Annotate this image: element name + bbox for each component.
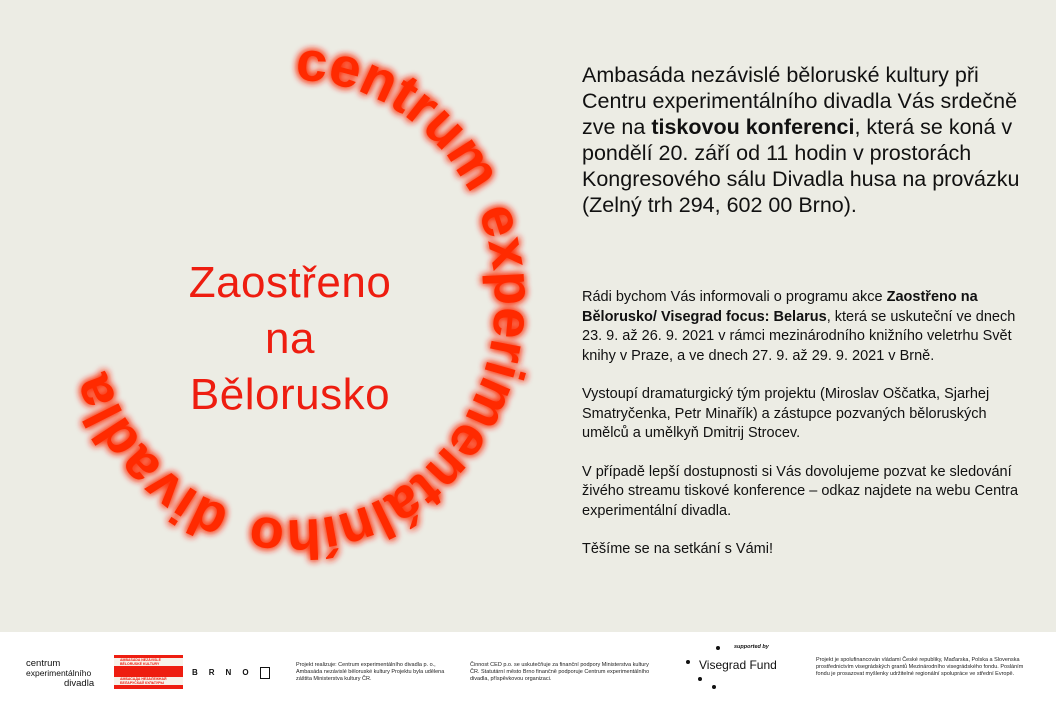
footer-fineprint-1: Projekt realizuje: Centrum experimentálního divadla p. o., Ambasáda nezávislé běloruské kultury Projektu byla udělena záštita Ministerstva kultury ČR.	[296, 662, 445, 682]
intro-text-2: , která se koná v pondělí 20. září od 11 hodin v prostorách Kongresového sálu Divadla husa na provázku (Zelný trh 294, 602 00 Brno).	[582, 115, 1020, 217]
vf-dot	[686, 660, 690, 664]
amb-logo-text-1: AMBASÁDA NEZÁVISLÉ	[120, 658, 161, 662]
event-title-line-1: Zaostřeno	[188, 258, 392, 307]
vf-supported-by: supported by	[734, 644, 769, 650]
intro-bold: tiskovou konferenci	[651, 115, 855, 139]
brno-logo-box	[260, 667, 270, 679]
vf-dot	[698, 677, 702, 681]
vf-dot	[716, 646, 720, 650]
visegrad-fund-logo	[684, 644, 794, 694]
invitation-body	[582, 288, 1032, 579]
ambasada-logo	[114, 655, 183, 689]
event-title-line-2: na	[265, 314, 315, 363]
footer-fineprint-3: Projekt je spolufinancován vládami České republiky, Maďarska, Polska a Slovenska prostřednictvím visegrádských grantů Mezinárodního visegrádského fondu. Posláním fondu je prosazovat myšlenky udržitelné regionální spolupráce ve střední Evropě.	[816, 657, 1024, 677]
ring-word-experimentalniho: experimentálního	[244, 195, 547, 572]
ced-logo-word-2: experimentálního	[26, 668, 92, 678]
brno-logo-text: BRNO	[192, 668, 260, 678]
body-paragraph-4: Těšíme se na setkání s Vámi!	[582, 541, 773, 557]
amb-logo-text-4: БЕЛАРУСКАЙ КУЛЬТУРЫ	[120, 681, 164, 685]
footer-fineprint-2: Činnost CED p.o. se uskutečňuje za finanční podpory Ministerstva kultury ČR. Statutární město Brno finančně podporuje Centrum experimentálního divadla, příspěvkovou organizaci.	[470, 662, 650, 682]
event-title	[140, 255, 440, 423]
ring-word-centrum: centrum	[293, 28, 515, 201]
body-paragraph-1	[582, 288, 1032, 366]
ced-logo-word-1: centrum	[26, 658, 61, 669]
ring-word-divadla: divadla	[57, 366, 236, 556]
ced-logo-word-3: divadla	[64, 678, 95, 689]
amb-logo-text-2: BĚLORUSKÉ KULTURY	[120, 662, 160, 666]
ced-logo	[26, 656, 106, 690]
invitation-intro	[582, 62, 1032, 218]
body-paragraph-2: Vystoupí dramaturgický tým projektu (Miroslav Oščatka, Sjarhej Smatryčenka, Petr Minařík) a zástupce pozvaných běloruských umělců a umělkyň Dmitrij Strocev.	[582, 386, 990, 441]
intro-text-1: Ambasáda nezávislé běloruské kultury při Centru experimentálního divadla Vás srdečně zve na	[582, 63, 1018, 139]
brno-logo	[192, 667, 270, 679]
p1-text-c: , která se uskuteční ve dnech 23. 9. až 26. 9. 2021 v rámci mezinárodního knižního veletrhu Svět knihy v Praze, a ve dnech 27. 9. až 29. 9. 2021 v Brně.	[582, 308, 1016, 364]
body-paragraph-3: V případě lepší dostupnosti si Vás dovolujeme pozvat ke sledování živého streamu tiskové konference – odkaz najdete na webu Centra experimentální divadla.	[582, 463, 1019, 519]
event-title-line-3: Bělorusko	[189, 370, 391, 419]
p1-text-a: Rádi bychom Vás informovali o programu akce	[582, 289, 887, 305]
p1-bold: Zaostřeno na Bělorusko/ Visegrad focus: Belarus	[582, 289, 978, 325]
amb-logo-text-3: АМБАСАДА НЕЗАЛЕЖНАЙ	[120, 677, 167, 681]
vf-dot	[712, 685, 716, 689]
vf-name: Visegrad Fund	[699, 658, 777, 672]
